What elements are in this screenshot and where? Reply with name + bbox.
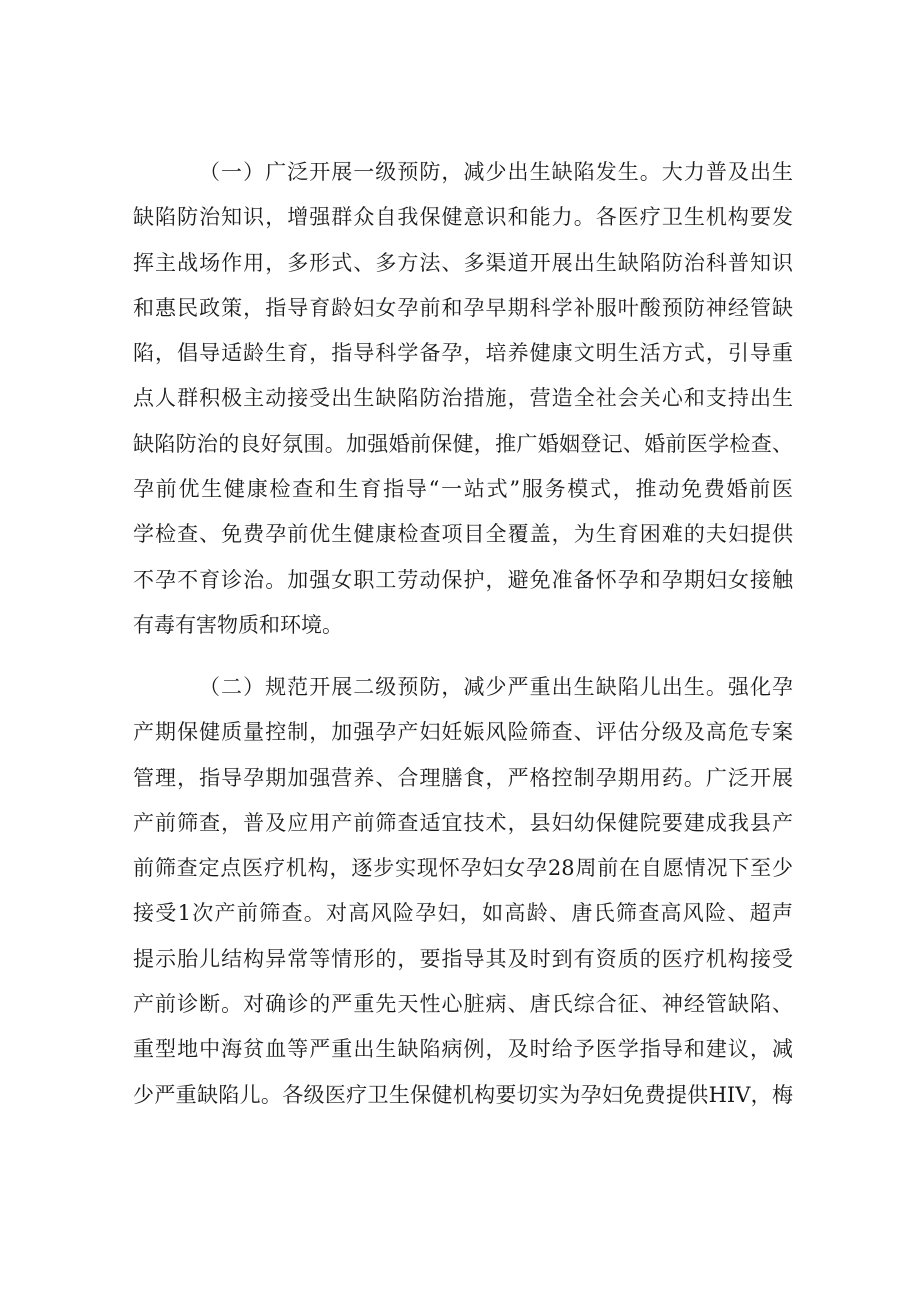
text-line: 有毒有害物质和环境。 [133, 612, 343, 637]
text-line: （二）规范开展二级预防，减少严重出生缺陷儿出生。强化孕 [199, 675, 793, 699]
paragraph-primary-prevention [133, 150, 793, 648]
text-line: 管理，指导孕期加强营养、合理膳食，严格控制孕期用药。广泛开展 [133, 765, 793, 790]
text-line: 少严重缺陷儿。各级医疗卫生保健机构要切实为孕妇免费提供HIV，梅 [133, 1082, 793, 1107]
text-line: 接受1次产前筛查。对高风险孕妇，如高龄、唐氏筛查高风险、超声 [133, 901, 793, 926]
text-line: 前筛查定点医疗机构，逐步实现怀孕妇女孕28周前在自愿情况下至少 [133, 856, 793, 881]
text-line: 提示胎儿结构异常等情形的，要指导其及时到有资质的医疗机构接受 [133, 946, 793, 971]
text-line: 挥主战场作用，多形式、多方法、多渠道开展出生缺陷防治科普知识 [133, 250, 793, 275]
text-line: 不孕不育诊治。加强女职工劳动保护，避免准备怀孕和孕期妇女接触 [133, 567, 793, 592]
text-line: 陷，倡导适龄生育，指导科学备孕，培养健康文明生活方式，引导重 [133, 341, 793, 366]
text-line: 产期保健质量控制，加强孕产妇妊娠风险筛查、评估分级及高危专案 [133, 720, 793, 745]
text-line: 产前筛查，普及应用产前筛查适宜技术，县妇幼保健院要建成我县产 [133, 810, 793, 835]
text-line: 和惠民政策，指导育龄妇女孕前和孕早期科学补服叶酸预防神经管缺 [133, 295, 793, 320]
text-line: 缺陷防治知识，增强群众自我保健意识和能力。各医疗卫生机构要发 [133, 205, 793, 230]
text-line: 缺陷防治的良好氛围。加强婚前保健，推广婚姻登记、婚前医学检查、 [133, 431, 793, 456]
text-line: 重型地中海贫血等严重出生缺陷病例，及时给予医学指导和建议，减 [133, 1037, 793, 1062]
text-line: 学检查、免费孕前优生健康检查项目全覆盖，为生育困难的夫妇提供 [133, 522, 793, 547]
text-line: 点人群积极主动接受出生缺陷防治措施，营造全社会关心和支持出生 [133, 386, 793, 411]
text-line: （一）广泛开展一级预防，减少出生缺陷发生。大力普及出生 [199, 160, 793, 184]
text-line: 孕前优生健康检查和生育指导“一站式”服务模式，推动免费婚前医 [133, 477, 793, 502]
text-line: 产前诊断。对确诊的严重先天性心脏病、唐氏综合征、神经管缺陷、 [133, 992, 793, 1017]
paragraph-secondary-prevention [133, 665, 793, 1118]
